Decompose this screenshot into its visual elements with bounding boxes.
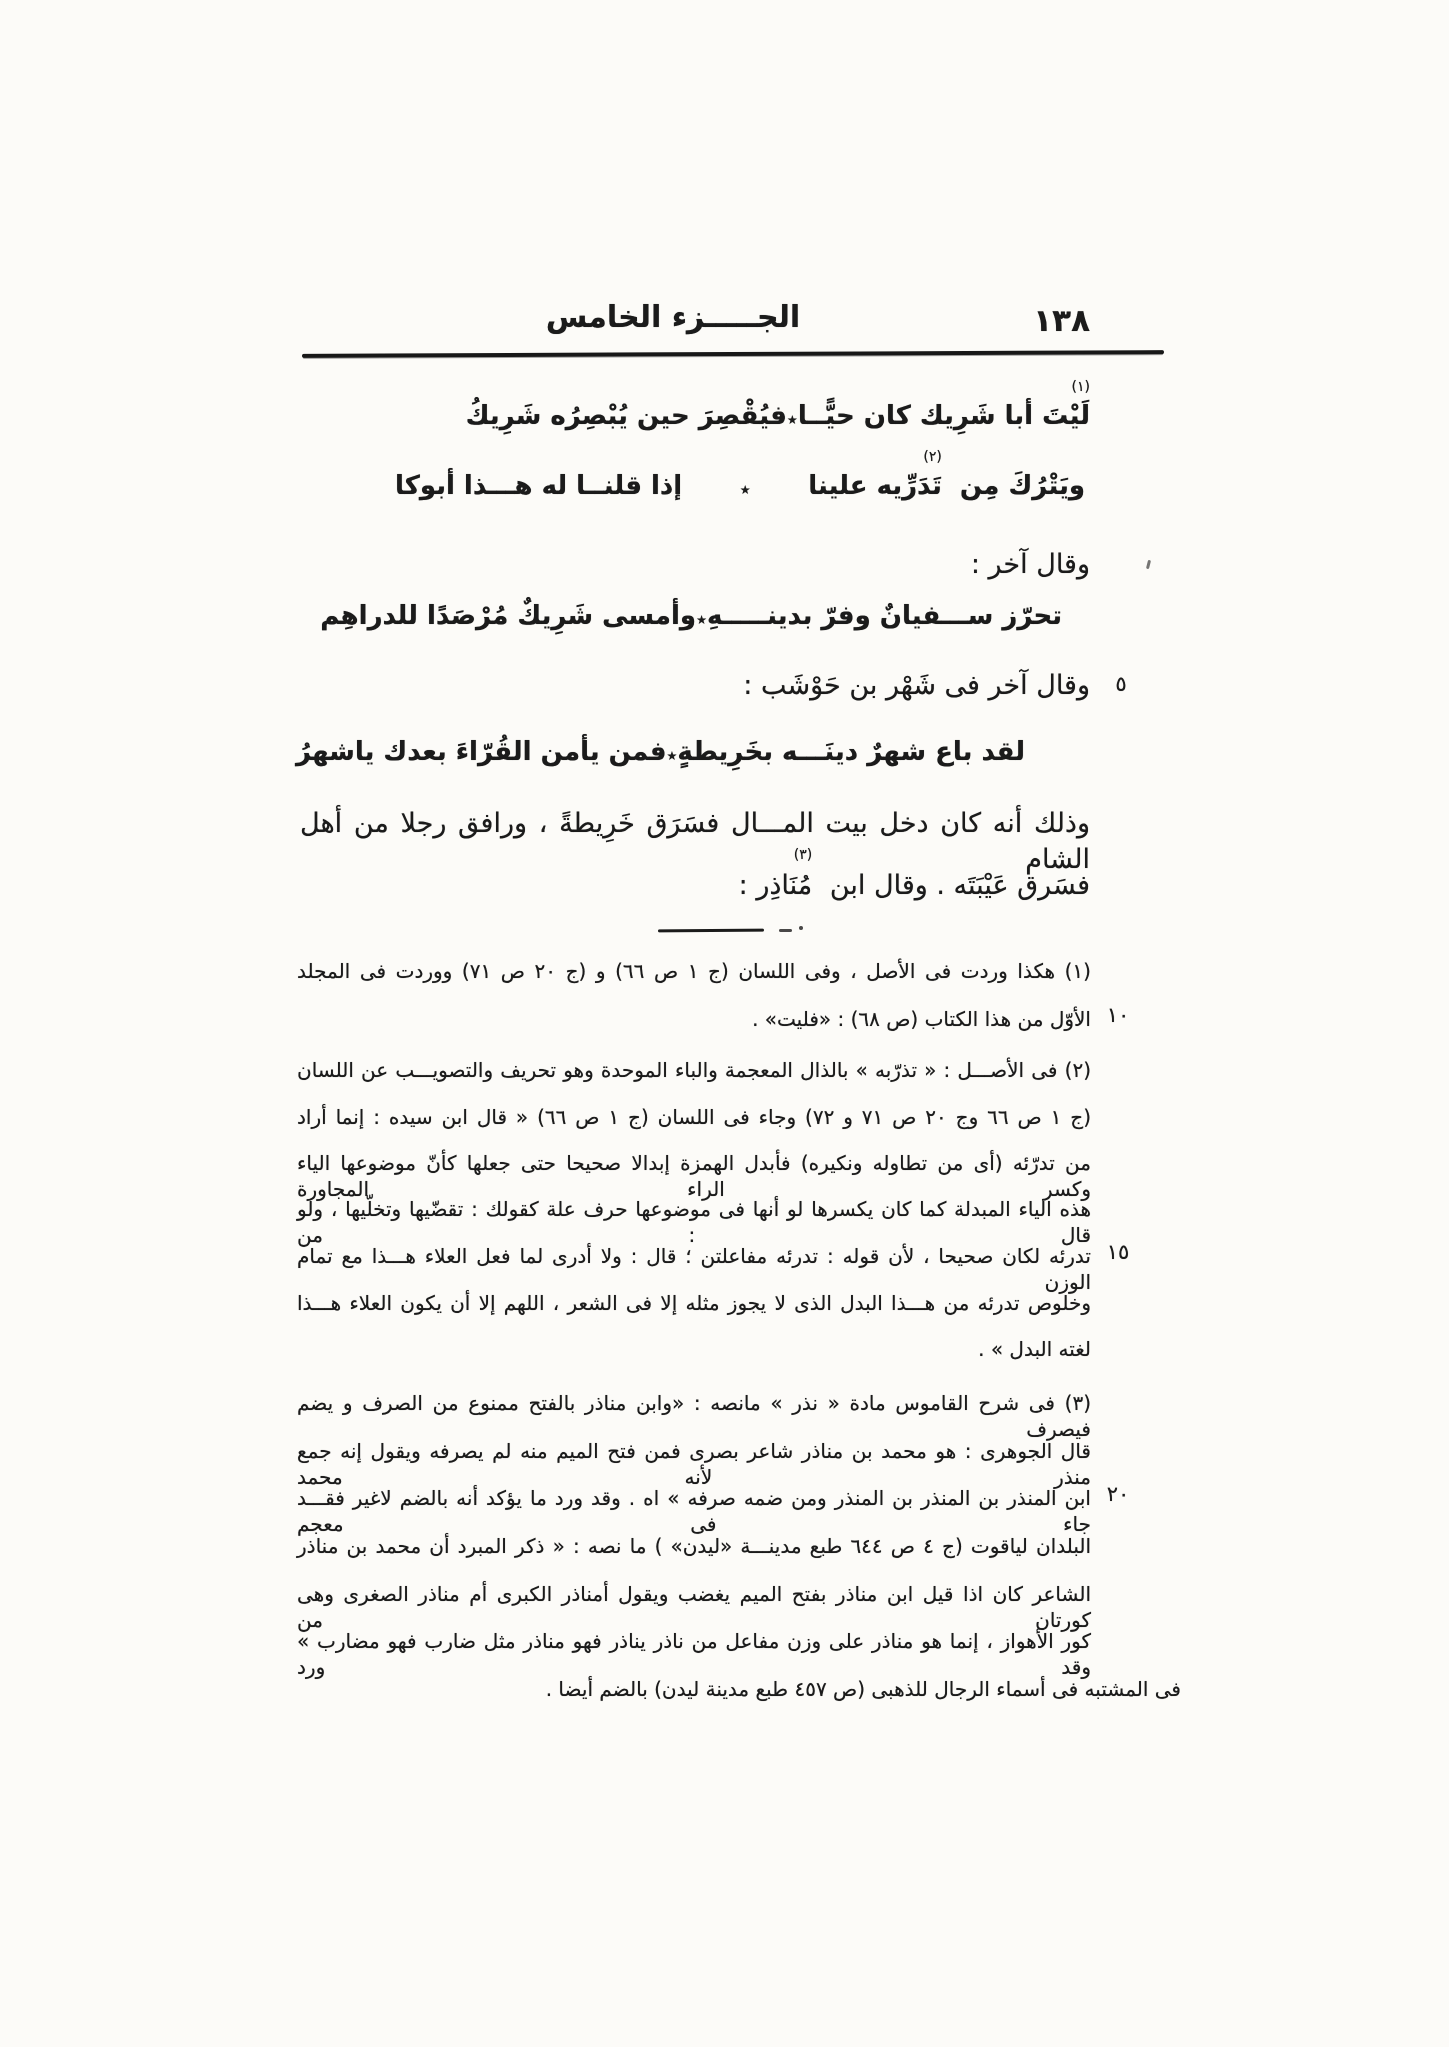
ink-mark-dot — [799, 926, 803, 930]
hemistich-separator-star: ٭ — [739, 477, 751, 501]
verse-line-1 — [465, 379, 1090, 434]
hemistich: لقد باع شهرٌ دينَـــه بخَرِيطةٍ — [677, 737, 1025, 767]
margin-line-number-5: ٥ — [1115, 672, 1127, 696]
verse-line-3 — [320, 600, 1062, 634]
footnote-3-line-4: البلدان لياقوت (ج ٤ ص ٦٤٤ طبع مدينـــة «ليدن» ) ما نصه : « ذكر المبرد أن محمد بن مناذر — [297, 1534, 1092, 1558]
margin-line-number-10: ١٠ — [1106, 1003, 1130, 1027]
verse-text: ويَتْرُكَ مِن — [959, 471, 1085, 501]
page-header-volume-title: الجـــــزء الخامس — [545, 300, 801, 335]
hemistich-separator-star: ٭ — [666, 743, 678, 767]
hemistich — [808, 449, 1085, 504]
hemistich — [797, 379, 1090, 434]
ink-mark-dash — [779, 929, 792, 932]
prose-line-2 — [300, 847, 1090, 904]
footnote-2-line-4: هذه الياء المبدلة كما كان يكسرها لو أنها فى موضوعها حرف علة كقولك : تقضّيها وتخلّيها ، ولو قال : من — [297, 1197, 1091, 1247]
hemistich-separator-star: ٭ — [696, 607, 707, 631]
prose-text: فسَرق عَيْبَتَه . وقال ابن — [829, 870, 1090, 901]
footnote-3-line-1: (٣) فى شرح القاموس مادة « نذر » مانصه : «وابن مناذر بالفتح ممنوع من الصرف و يضم فيصرف — [297, 1391, 1091, 1441]
prose-line-1: وذلك أنه كان دخل بيت المـــال فسَرَق خَرِيطةً ، ورافق رجلا من أهل الشام — [300, 808, 1090, 876]
hemistich: تحرّز ســـفيانٌ وفرّ بدينـــــهِ — [706, 601, 1062, 631]
footnote-ref-3: (٣) — [793, 847, 813, 863]
verse-line-4 — [295, 736, 1025, 770]
prose-said-another-shahr: وقال آخر فى شَهْر بن حَوْشَب : — [743, 670, 1090, 701]
hemistich: فيُقْصِرَ حين يُبْصِرُه شَرِيكُ — [465, 401, 787, 431]
footnote-ref-host — [756, 847, 813, 904]
ink-speck — [1146, 560, 1151, 569]
verse-text: علينا — [808, 471, 868, 501]
page-number: ١٣٨ — [1033, 303, 1090, 339]
margin-line-number-15: ١٥ — [1106, 1240, 1130, 1264]
footnote-2-line-2: (ج ١ ص ٦٦ وج ٢٠ ص ٧١ و ٧٢) وجاء فى اللسان (ج ١ ص ٦٦) « قال ابن سيده : إنما أراد — [297, 1105, 1092, 1129]
footnote-3-line-3: ابن المنذر بن المنذر بن المنذر ومن ضمه صرفه » اه . وقد ورد ما يؤكد أنه بالضم لاغير فقـــد جاء فى معجم — [297, 1486, 1091, 1536]
prose-word: مُنَاذِر — [756, 870, 813, 901]
hemistich: فمن يأمن القُرّاءَ بعدك ياشهرُ — [295, 737, 667, 767]
prose-text: : — [738, 870, 748, 901]
footnote-1-line-2: الأوّل من هذا الكتاب (ص ٦٨) : «فليت» . — [752, 1007, 1091, 1031]
verse-text: أبا شَرِيك كان حيًّــا — [797, 401, 1034, 431]
footnote-2-line-7: لغته البدل » . — [978, 1337, 1091, 1361]
footnote-separator-rule — [658, 929, 764, 933]
prose-said-another: وقال آخر : — [970, 549, 1090, 580]
footnote-3-line-7: فى المشتبه فى أسماء الرجال للذهبى (ص ٤٥٧ طبع مدينة ليدن) بالضم أيضا . — [545, 1677, 1181, 1701]
footnote-3-line-5: الشاعر كان اذا قيل ابن مناذر بفتح الميم يغضب ويقول أمناذر الكبرى أم مناذر الصغرى وهى كورتان من — [297, 1582, 1091, 1632]
footnote-2-line-6: وخلوص تدرئه من هـــذا البدل الذى لا يجوز مثله إلا فى الشعر ، اللهم إلا أن يكون العلاء هـــذا — [297, 1291, 1091, 1315]
footnote-ref-1: (١) — [1071, 379, 1090, 395]
verse-word: تَدَرِّيه — [876, 471, 942, 501]
hemistich-separator-star: ٭ — [786, 407, 798, 431]
verse-word: لَيْتَ — [1042, 401, 1090, 431]
footnote-3-line-2: قال الجوهرى : هو محمد بن مناذر شاعر بصرى فمن فتح الميم منه لم يصرفه ويقول إنه جمع منذر لأنه محمد — [297, 1439, 1091, 1489]
footnote-2-line-1: (٢) فى الأصـــل : « تذرّبه » بالذال المعجمة والباء الموحدة وهو تحريف والتصويـــب عن اللسان — [297, 1058, 1091, 1082]
footnote-2-line-5: تدرئه لكان صحيحا ، لأن قوله : تدرئه مفاعلتن ؛ قال : ولا أدرى لما فعل العلاء هـــذا مع تمام الوزن — [297, 1244, 1091, 1294]
footnote-3-line-6: كور الأهواز ، إنما هو مناذر على وزن مفاعل من ناذر يناذر فهو مناذر مثل ضارب فهو مضارب » وقد ورد — [297, 1629, 1091, 1679]
verse-line-2 — [395, 449, 1085, 504]
hemistich: إذا قلنــا له هـــذا أبوكا — [395, 471, 683, 501]
footnote-ref-host — [876, 449, 942, 504]
margin-line-number-20: ٢٠ — [1106, 1482, 1130, 1506]
footnote-ref-host — [1042, 379, 1090, 434]
footnote-2-line-3: من تدرّئه (أى من تطاوله ونكيره) فأبدل الهمزة إبدالا صحيحا حتى جعلها كأنّ موضوعها الياء وكسر الراء المجاورة — [297, 1151, 1091, 1201]
footnote-ref-2: (٢) — [923, 449, 942, 465]
header-divider-rule — [302, 350, 1164, 358]
footnote-1-line-1: (١) هكذا وردت فى الأصل ، وفى اللسان (ج ١ ص ٦٦) و (ج ٢٠ ص ٧١) ووردت فى المجلد — [297, 959, 1091, 983]
hemistich: وأمسى شَرِيكٌ مُرْصَدًا للدراهِم — [320, 601, 697, 631]
